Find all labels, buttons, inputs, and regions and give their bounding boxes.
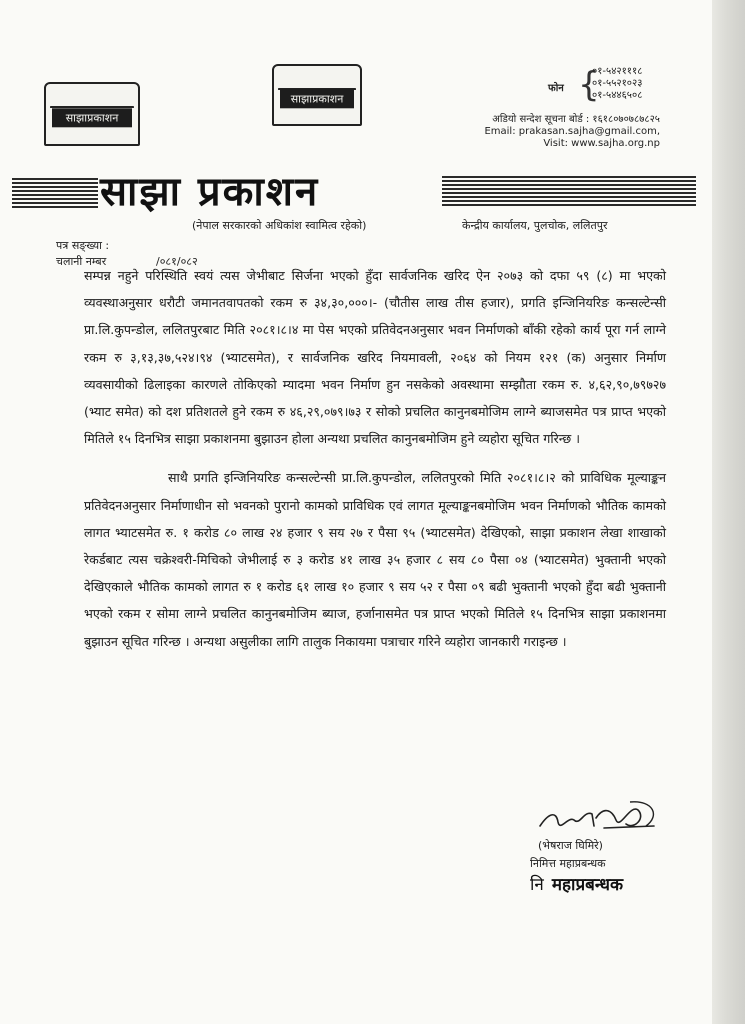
masthead-subtitle: (नेपाल सरकारको अधिकांश स्वामित्व रहेको) — [192, 219, 367, 232]
letter-body — [84, 262, 666, 655]
logo-book-center — [272, 64, 362, 126]
book-icon — [278, 70, 356, 90]
stamp-prefix: नि — [530, 875, 544, 895]
phone-label: फोन — [548, 83, 564, 94]
patra-sankhya — [56, 238, 109, 253]
paragraph-1: सम्पन्न नहुने परिस्थिति स्वयं त्यस जेभीबाट सिर्जना भएको हुँदा सार्वजनिक खरिद ऐन २०७३ को दफा ५९ (८) मा भएको व्यवस्थाअनुसार धरौटी जमानतवापतको रकम रु ३४,३०,०००।- (चौतीस लाख तीस हजार), प्रगति इन्जिनियरिङ कन्सल्टेन्सी प्रा.लि.कुपन्डोल, ललितपुरबाट मिति २०८१।८।४ मा पेस भएको प्रतिवेदनअनुसार भवन निर्माणको बाँकी रहेको कार्य पूरा गर्न लाग्ने रकम रु ३,१३,३७,५२४।९४ (भ्याटसमेत), र सार्वजनिक खरिद नियमावली, २०६४ को नियम १२१ (क) अनुसार निर्माण व्यवसायीको ढिलाइका कारणले तोकिएको म्यादमा भवन निर्माण हुन नसकेको अवस्थामा सम्झौता रकम रु. ४,६२,९०,७९७२७ (भ्याट समेत) को दश प्रतिशतले हुने रकम रु ४६,२९,०७९।७३ र सोको प्रचलित कानुनबमोजिम लाग्ने ब्याजसमेत पत्र प्राप्त भएको मितिले १५ दिनभित्र साझा प्रकाशनमा बुझाउन होला अन्यथा प्रचलित कानुनबमोजिम हुने व्यहोरा सूचित गरिन्छ । — [84, 268, 666, 447]
brace-icon: { — [578, 65, 600, 105]
chalani-value: /०८१/०८२ — [156, 255, 198, 268]
logo-label: साझाप्रकाशन — [52, 108, 132, 127]
masthead-stripes-right — [442, 176, 696, 206]
contact-info — [460, 114, 660, 150]
paper-edge-background — [712, 0, 745, 1024]
audio-notice: अडियो सन्देश सूचना बोर्ड : १६१८०७०७८७८२५ — [492, 114, 660, 125]
masthead-stripes-left — [12, 178, 98, 208]
paragraph-2: साथै प्रगति इन्जिनियरिङ कन्सल्टेन्सी प्रा.लि.कुपन्डोल, ललितपुरको मिति २०८१।८।२ को प्राविधिक मूल्याङ्कन प्रतिवेदनअनुसार निर्माणाधीन सो भवनको पुरानो कामको प्राविधिक एवं लागत मूल्याङ्कनबमोजिम भवन निर्माणको भौतिक कामको लागत भ्याटसमेत रु. १ करोड ८० लाख २४ हजार ९ सय २७ र पैसा ९५ (भ्याटसमेत) देखिएको, साझा प्रकाशन लेखा शाखाको रेकर्डबाट त्यस चक्रेश्वरी-मिचिको जेभीलाई रु ३ करोड ४१ लाख ३५ हजार ८ सय ८० पैसा ०४ (भ्याटसमेत) भुक्तानी भएको देखिएकाले भौतिक कामको लागत रु १ करोड ६१ लाख १० हजार ९ सय ५२ र पैसा ०९ बढी भुक्तानी भएको हुँदा बढी भुक्तानी भएको रकम र सोमा लाग्ने प्रचलित कानुनबमोजिम ब्याज, हर्जानासमेत पत्र प्राप्त भएको मितिले १५ दिनभित्र साझा प्रकाशनमा बुझाउन सूचित गरिन्छ । अन्यथा असुलीका लागि तालुक निकायमा पत्राचार गरिने व्यहोरा जानकारी गराइन्छ । — [84, 470, 666, 649]
stamp-title — [530, 872, 623, 895]
book-icon — [50, 88, 134, 108]
logo-label: साझाप्रकाशन — [280, 89, 354, 108]
signer-name: (भेषराज घिमिरे) — [538, 839, 603, 852]
chalani-label: चलानी नम्बर — [56, 255, 107, 268]
signer-title: निमित्त महाप्रबन्धक — [530, 857, 606, 870]
masthead-title: साझा प्रकाशन — [100, 169, 320, 215]
phone-number: ०१-५५२१०२३ — [592, 78, 643, 89]
phone-numbers — [592, 66, 642, 102]
stamp-label: महाप्रबन्धक — [551, 875, 624, 895]
signature-icon — [534, 796, 664, 842]
email: Email: prakasan.sajha@gmail.com, — [484, 126, 660, 137]
logo-book-left — [44, 82, 140, 146]
patra-label: पत्र सङ्ख्या : — [56, 239, 110, 252]
phone-number: ०१-५४४६५०८ — [592, 90, 643, 101]
phone-number: ०१-५४२१११८ — [592, 66, 643, 77]
office-address: केन्द्रीय कार्यालय, पुलचोक, ललितपुर — [462, 219, 608, 232]
website: Visit: www.sajha.org.np — [543, 138, 660, 149]
